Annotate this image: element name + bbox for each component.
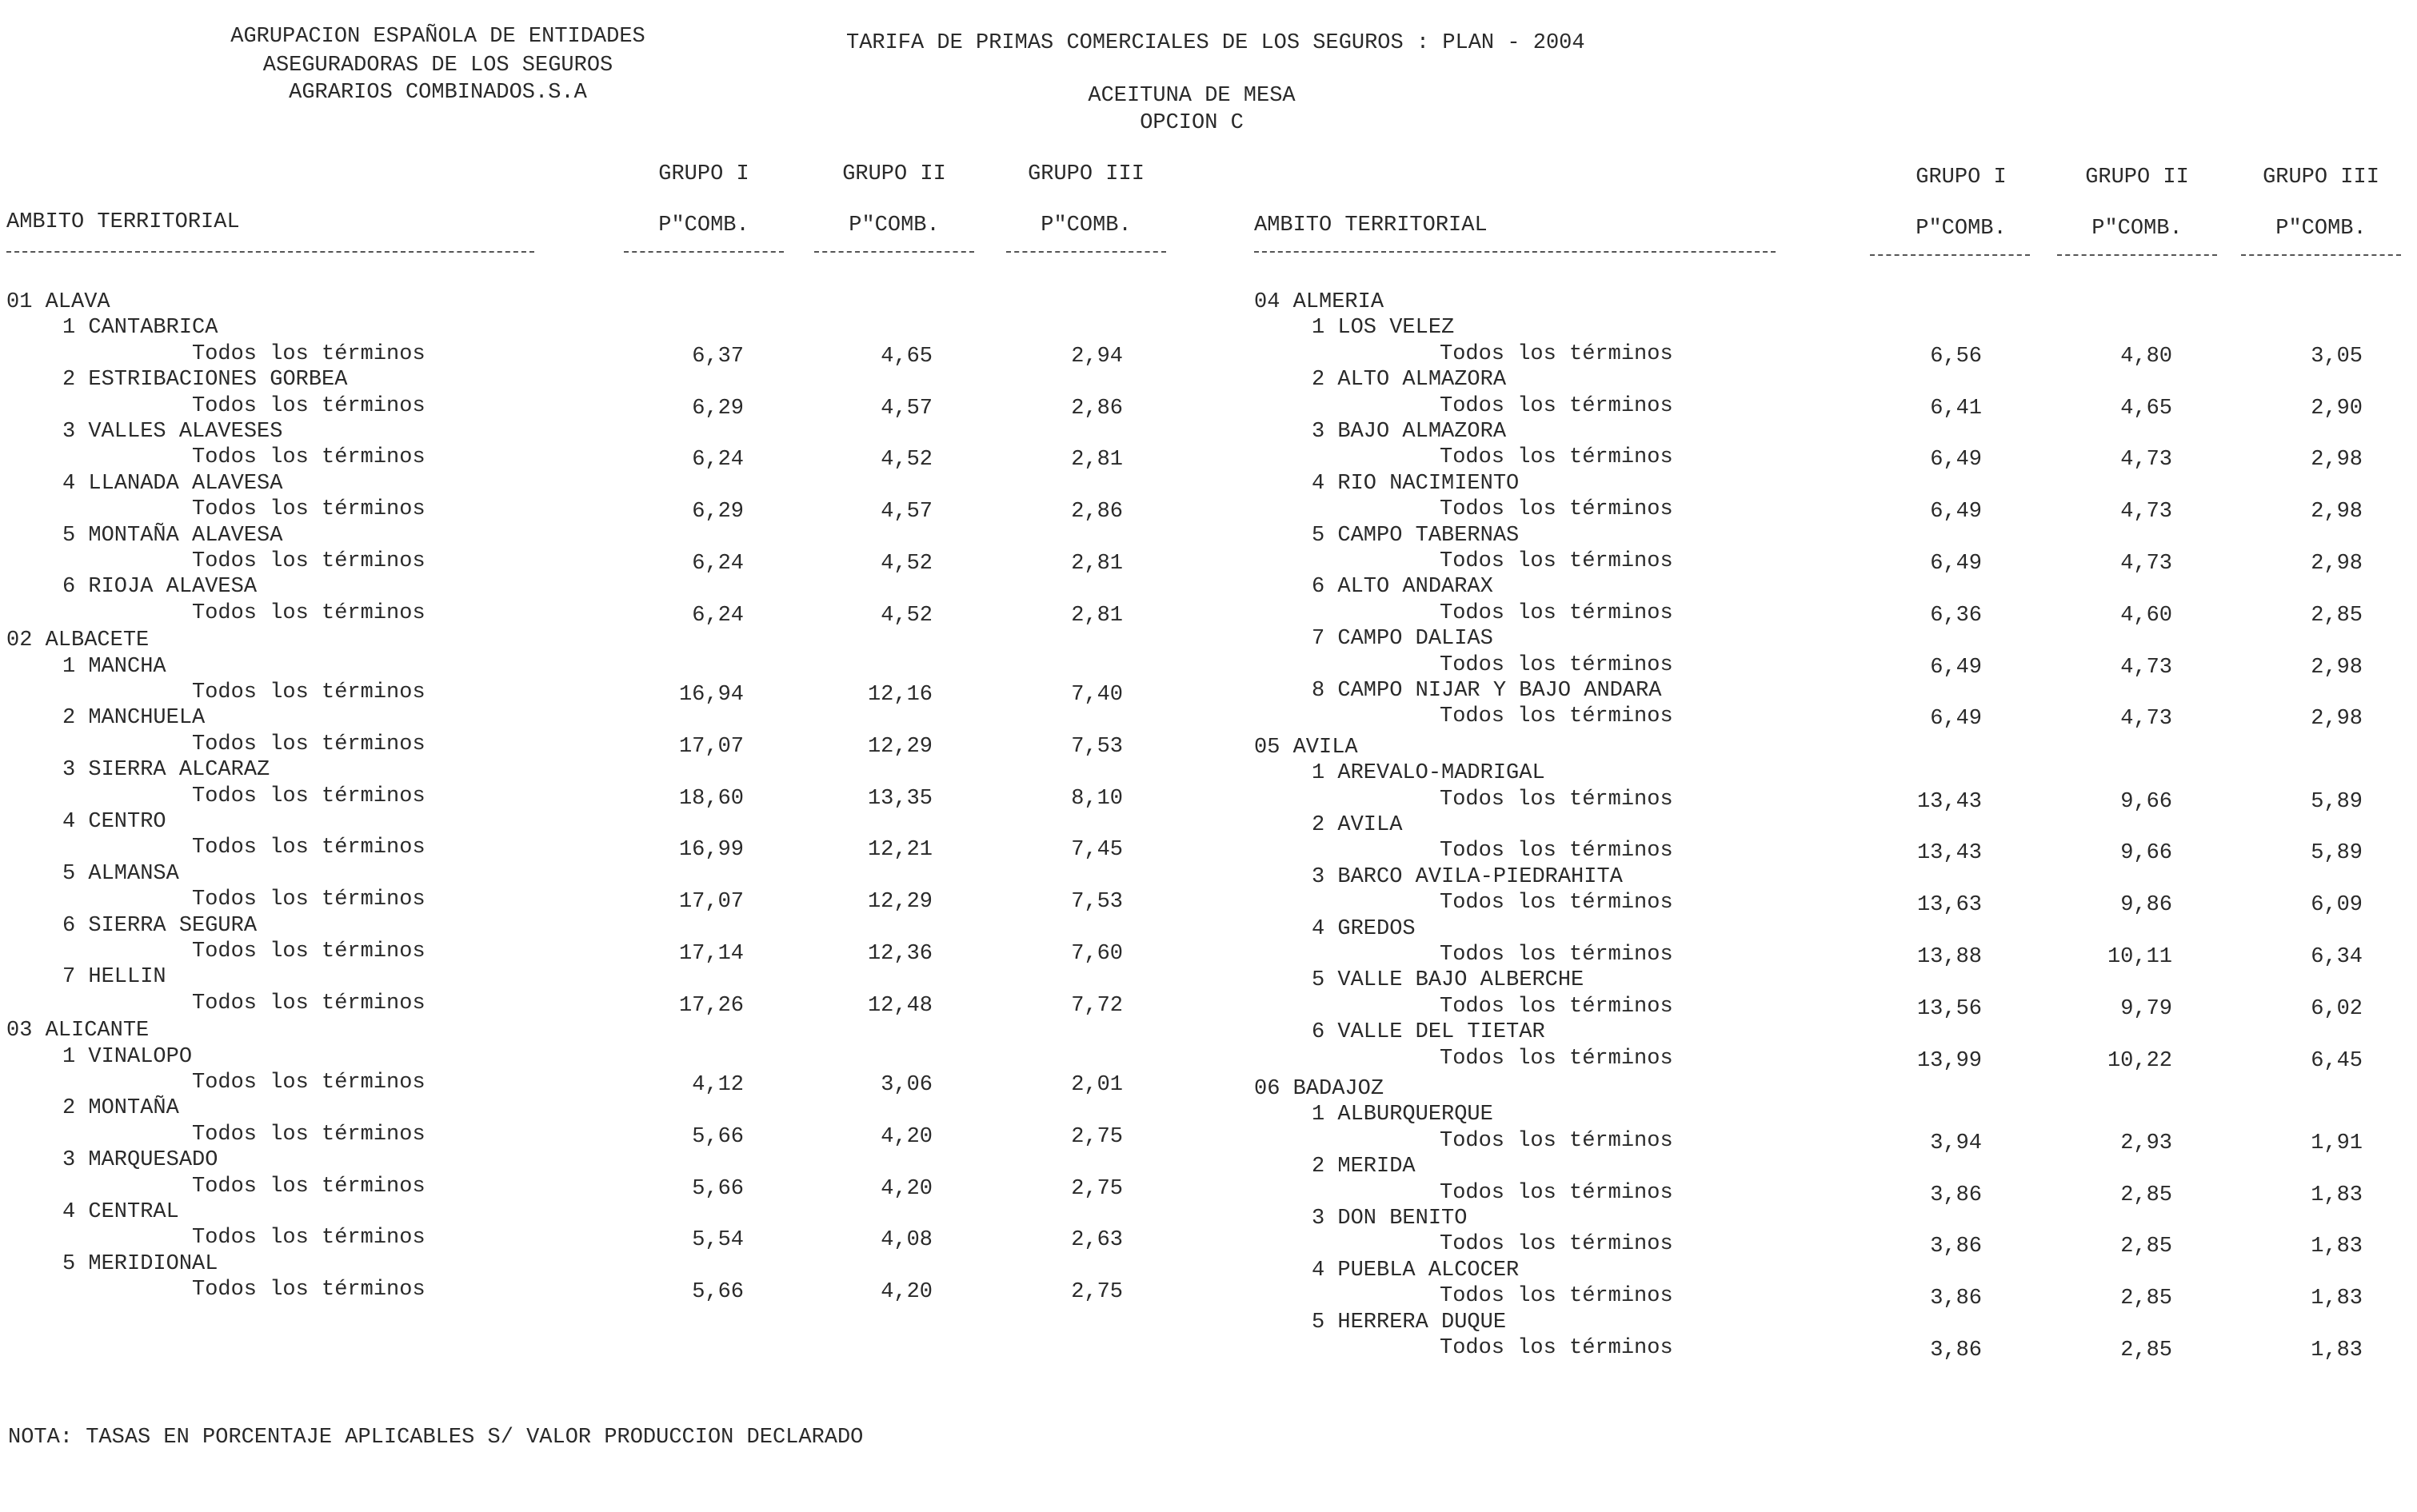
todos-label: Todos los términos xyxy=(1440,994,1673,1019)
todos-label: Todos los términos xyxy=(192,784,425,808)
tariff-title: TARIFA DE PRIMAS COMERCIALES DE LOS SEGUROS : PLAN - 2004 xyxy=(846,31,1585,55)
todos-label: Todos los términos xyxy=(192,497,425,522)
zone-label: 3 VALLES ALAVESES xyxy=(62,420,283,444)
rate-value: 2,90 xyxy=(2311,396,2363,421)
rate-value: 10,22 xyxy=(2107,1048,2172,1073)
rate-value: 12,29 xyxy=(867,890,933,915)
rate-value: 6,24 xyxy=(692,552,744,576)
zone-label: 3 DON BENITO xyxy=(1312,1207,1468,1231)
rate-value: 9,66 xyxy=(2120,841,2172,866)
rate-value: 13,43 xyxy=(1916,841,1982,866)
zone-label: 1 ALBURQUERQUE xyxy=(1312,1103,1493,1127)
zone-label: 6 VALLE DEL TIETAR xyxy=(1312,1020,1545,1045)
rate-value: 12,48 xyxy=(867,993,933,1018)
rate-value: 2,86 xyxy=(1071,396,1123,421)
rate-value: 2,81 xyxy=(1071,552,1123,576)
rate-value: 17,14 xyxy=(678,942,744,966)
zone-label: 2 ESTRIBACIONES GORBEA xyxy=(62,368,348,393)
zone-label: 7 CAMPO DALIAS xyxy=(1312,627,1493,652)
rate-value: 6,41 xyxy=(1930,396,1982,421)
rate-value: 7,53 xyxy=(1071,734,1123,759)
rate-value: 4,73 xyxy=(2120,500,2172,525)
rate-value: 6,49 xyxy=(1930,655,1982,680)
rate-value: 13,88 xyxy=(1916,945,1982,969)
rate-value: 6,09 xyxy=(2311,893,2363,918)
zone-label: 4 LLANADA ALAVESA xyxy=(62,471,283,496)
todos-label: Todos los términos xyxy=(1440,1284,1673,1309)
rate-value: 3,06 xyxy=(881,1073,933,1097)
rate-value: 4,08 xyxy=(881,1228,933,1253)
rate-value: 12,29 xyxy=(867,734,933,759)
rate-value: 5,89 xyxy=(2311,841,2363,866)
rate-value: 17,07 xyxy=(678,734,744,759)
rate-value: 2,85 xyxy=(2120,1287,2172,1311)
footnote: NOTA: TASAS EN PORCENTAJE APLICABLES S/ VALOR PRODUCCION DECLARADO xyxy=(8,1426,864,1450)
rate-value: 4,73 xyxy=(2120,707,2172,732)
zone-label: 4 CENTRO xyxy=(62,810,166,834)
todos-label: Todos los términos xyxy=(1440,652,1673,677)
rate-value: 12,21 xyxy=(867,838,933,863)
rate-value: 4,12 xyxy=(692,1073,744,1097)
rate-value: 2,63 xyxy=(1071,1228,1123,1253)
zone-label: 1 AREVALO-MADRIGAL xyxy=(1312,761,1545,786)
rate-value: 2,98 xyxy=(2311,552,2363,576)
rate-value: 4,57 xyxy=(881,500,933,525)
rate-value: 13,56 xyxy=(1916,996,1982,1021)
ambito-header-left: AMBITO TERRITORIAL xyxy=(6,210,240,234)
rate-value: 16,99 xyxy=(678,838,744,863)
todos-label: Todos los términos xyxy=(192,393,425,418)
province-label: 06 BADAJOZ xyxy=(1254,1077,1384,1101)
rate-value: 7,40 xyxy=(1071,683,1123,707)
rate-value: 4,73 xyxy=(2120,552,2172,576)
rate-value: 18,60 xyxy=(678,786,744,811)
group-1-sub-right: P"COMB. xyxy=(1916,217,2007,241)
todos-label: Todos los términos xyxy=(192,732,425,756)
rate-value: 5,54 xyxy=(692,1228,744,1253)
org-line-2: ASEGURADORAS DE LOS SEGUROS xyxy=(262,54,613,78)
header-rule xyxy=(1006,251,1166,253)
todos-label: Todos los términos xyxy=(1440,600,1673,625)
rate-value: 4,73 xyxy=(2120,448,2172,473)
province-label: 03 ALICANTE xyxy=(6,1019,150,1043)
todos-label: Todos los términos xyxy=(1440,704,1673,729)
rate-value: 6,24 xyxy=(692,448,744,473)
todos-label: Todos los términos xyxy=(1440,1336,1673,1360)
rate-value: 9,86 xyxy=(2120,893,2172,918)
rate-value: 13,35 xyxy=(867,786,933,811)
todos-label: Todos los términos xyxy=(1440,393,1673,418)
rate-value: 5,66 xyxy=(692,1124,744,1149)
rate-value: 7,60 xyxy=(1071,942,1123,966)
rate-value: 2,01 xyxy=(1071,1073,1123,1097)
todos-label: Todos los términos xyxy=(192,888,425,912)
rate-value: 1,83 xyxy=(2311,1287,2363,1311)
zone-label: 3 BAJO ALMAZORA xyxy=(1312,420,1507,444)
group-1-header-left: GRUPO I xyxy=(658,162,749,186)
rate-value: 7,45 xyxy=(1071,838,1123,863)
rate-value: 2,81 xyxy=(1071,603,1123,628)
rate-value: 6,34 xyxy=(2311,945,2363,969)
rate-value: 2,85 xyxy=(2311,603,2363,628)
province-label: 04 ALMERIA xyxy=(1254,290,1384,314)
todos-label: Todos los términos xyxy=(1440,839,1673,864)
rate-value: 2,98 xyxy=(2311,448,2363,473)
rate-value: 4,20 xyxy=(881,1280,933,1305)
zone-label: 3 SIERRA ALCARAZ xyxy=(62,758,270,783)
todos-label: Todos los términos xyxy=(1440,943,1673,967)
zone-label: 5 CAMPO TABERNAS xyxy=(1312,523,1520,548)
rate-value: 13,99 xyxy=(1916,1048,1982,1073)
rate-value: 3,86 xyxy=(1930,1338,1982,1362)
header-rule xyxy=(1254,251,1776,253)
rate-value: 10,11 xyxy=(2107,945,2172,969)
rate-value: 4,20 xyxy=(881,1176,933,1201)
rate-value: 6,56 xyxy=(1930,344,1982,369)
rate-value: 1,83 xyxy=(2311,1338,2363,1362)
rate-value: 6,37 xyxy=(692,344,744,369)
rate-value: 9,66 xyxy=(2120,789,2172,814)
todos-label: Todos los términos xyxy=(1440,1046,1673,1071)
rate-value: 2,75 xyxy=(1071,1280,1123,1305)
group-2-header-right: GRUPO II xyxy=(2085,166,2189,189)
todos-label: Todos los términos xyxy=(192,836,425,860)
rate-value: 13,43 xyxy=(1916,789,1982,814)
rate-value: 4,65 xyxy=(881,344,933,369)
rate-value: 7,72 xyxy=(1071,993,1123,1018)
rate-value: 2,81 xyxy=(1071,448,1123,473)
province-label: 05 AVILA xyxy=(1254,735,1358,760)
rate-value: 17,26 xyxy=(678,993,744,1018)
province-label: 02 ALBACETE xyxy=(6,628,150,653)
header-rule xyxy=(814,251,974,253)
zone-label: 2 MONTAÑA xyxy=(62,1096,179,1121)
rate-value: 2,85 xyxy=(2120,1338,2172,1362)
rate-value: 6,49 xyxy=(1930,500,1982,525)
rate-value: 6,02 xyxy=(2311,996,2363,1021)
todos-label: Todos los términos xyxy=(192,991,425,1015)
zone-label: 1 VINALOPO xyxy=(62,1044,193,1069)
rate-value: 3,86 xyxy=(1930,1287,1982,1311)
rate-value: 5,66 xyxy=(692,1176,744,1201)
zone-label: 3 MARQUESADO xyxy=(62,1148,218,1173)
rate-value: 2,98 xyxy=(2311,655,2363,680)
rate-value: 2,86 xyxy=(1071,500,1123,525)
zone-label: 1 MANCHA xyxy=(62,654,166,679)
rate-value: 2,85 xyxy=(2120,1183,2172,1207)
rate-value: 2,98 xyxy=(2311,707,2363,732)
zone-label: 4 GREDOS xyxy=(1312,916,1416,941)
todos-label: Todos los términos xyxy=(192,445,425,470)
rate-value: 6,29 xyxy=(692,396,744,421)
rate-value: 4,57 xyxy=(881,396,933,421)
rate-value: 8,10 xyxy=(1071,786,1123,811)
rate-value: 6,36 xyxy=(1930,603,1982,628)
rate-value: 1,83 xyxy=(2311,1235,2363,1259)
rate-value: 4,73 xyxy=(2120,655,2172,680)
rate-value: 2,75 xyxy=(1071,1176,1123,1201)
todos-label: Todos los términos xyxy=(192,1278,425,1303)
header-rule xyxy=(2241,254,2401,256)
org-line-3: AGRARIOS COMBINADOS.S.A xyxy=(289,81,587,105)
todos-label: Todos los términos xyxy=(1440,341,1673,366)
rate-value: 2,85 xyxy=(2120,1235,2172,1259)
group-3-sub-right: P"COMB. xyxy=(2275,217,2367,241)
todos-label: Todos los términos xyxy=(192,940,425,963)
province-label: 01 ALAVA xyxy=(6,290,110,314)
zone-label: 2 ALTO ALMAZORA xyxy=(1312,368,1507,393)
zone-label: 2 AVILA xyxy=(1312,813,1403,837)
rate-value: 12,16 xyxy=(867,683,933,707)
rate-value: 4,60 xyxy=(2120,603,2172,628)
rate-value: 5,66 xyxy=(692,1280,744,1305)
rate-value: 3,86 xyxy=(1930,1183,1982,1207)
todos-label: Todos los términos xyxy=(192,680,425,704)
todos-label: Todos los términos xyxy=(1440,1232,1673,1257)
group-3-header-right: GRUPO III xyxy=(2263,166,2379,189)
rate-value: 1,91 xyxy=(2311,1131,2363,1155)
zone-label: 5 MERIDIONAL xyxy=(62,1251,218,1276)
option-title: OPCION C xyxy=(1140,111,1244,135)
rate-value: 6,49 xyxy=(1930,552,1982,576)
rate-value: 7,53 xyxy=(1071,890,1123,915)
rate-value: 1,83 xyxy=(2311,1183,2363,1207)
zone-label: 5 ALMANSA xyxy=(62,861,179,886)
zone-label: 3 BARCO AVILA-PIEDRAHITA xyxy=(1312,864,1623,889)
rate-value: 2,93 xyxy=(2120,1131,2172,1155)
zone-label: 6 SIERRA SEGURA xyxy=(62,913,258,938)
group-2-sub-right: P"COMB. xyxy=(2091,217,2183,241)
rate-value: 4,52 xyxy=(881,448,933,473)
zone-label: 5 MONTAÑA ALAVESA xyxy=(62,523,283,548)
todos-label: Todos los términos xyxy=(1440,549,1673,573)
rate-value: 4,52 xyxy=(881,603,933,628)
zone-label: 6 RIOJA ALAVESA xyxy=(62,575,258,600)
group-2-header-left: GRUPO II xyxy=(842,162,946,186)
rate-value: 12,36 xyxy=(867,942,933,966)
zone-label: 4 CENTRAL xyxy=(62,1200,179,1224)
zone-label: 6 ALTO ANDARAX xyxy=(1312,575,1493,600)
rate-value: 16,94 xyxy=(678,683,744,707)
rate-value: 2,98 xyxy=(2311,500,2363,525)
crop-title: ACEITUNA DE MESA xyxy=(1088,84,1296,108)
header-rule xyxy=(2057,254,2217,256)
rate-value: 2,75 xyxy=(1071,1124,1123,1149)
org-line-1: AGRUPACION ESPAÑOLA DE ENTIDADES xyxy=(230,25,645,49)
todos-label: Todos los términos xyxy=(1440,787,1673,812)
group-1-header-right: GRUPO I xyxy=(1916,166,2007,189)
rate-value: 3,05 xyxy=(2311,344,2363,369)
group-1-sub-left: P"COMB. xyxy=(658,213,749,237)
rate-value: 6,29 xyxy=(692,500,744,525)
zone-label: 2 MERIDA xyxy=(1312,1155,1416,1179)
rate-value: 2,94 xyxy=(1071,344,1123,369)
rate-value: 4,52 xyxy=(881,552,933,576)
zone-label: 7 HELLIN xyxy=(62,965,166,990)
group-3-sub-left: P"COMB. xyxy=(1041,213,1132,237)
rate-value: 5,89 xyxy=(2311,789,2363,814)
todos-label: Todos los términos xyxy=(1440,445,1673,470)
rate-value: 3,86 xyxy=(1930,1235,1982,1259)
todos-label: Todos los términos xyxy=(192,1174,425,1199)
rate-value: 4,80 xyxy=(2120,344,2172,369)
zone-label: 4 RIO NACIMIENTO xyxy=(1312,471,1520,496)
zone-label: 4 PUEBLA ALCOCER xyxy=(1312,1258,1520,1283)
zone-label: 8 CAMPO NIJAR Y BAJO ANDARA xyxy=(1312,679,1662,703)
todos-label: Todos los términos xyxy=(1440,891,1673,916)
rate-value: 9,79 xyxy=(2120,996,2172,1021)
rate-value: 13,63 xyxy=(1916,893,1982,918)
todos-label: Todos los términos xyxy=(192,549,425,573)
zone-label: 5 VALLE BAJO ALBERCHE xyxy=(1312,968,1584,993)
rate-value: 6,24 xyxy=(692,603,744,628)
header-rule xyxy=(6,251,534,253)
rate-value: 17,07 xyxy=(678,890,744,915)
todos-label: Todos los términos xyxy=(1440,1128,1673,1153)
rate-value: 4,65 xyxy=(2120,396,2172,421)
zone-label: 5 HERRERA DUQUE xyxy=(1312,1310,1507,1334)
todos-label: Todos los términos xyxy=(1440,497,1673,522)
zone-label: 1 CANTABRICA xyxy=(62,316,218,341)
todos-label: Todos los términos xyxy=(192,1122,425,1147)
todos-label: Todos los términos xyxy=(192,341,425,366)
rate-value: 3,94 xyxy=(1930,1131,1982,1155)
header-rule xyxy=(624,251,784,253)
todos-label: Todos los términos xyxy=(192,1071,425,1095)
rate-value: 4,20 xyxy=(881,1124,933,1149)
group-3-header-left: GRUPO III xyxy=(1028,162,1145,186)
ambito-header-right: AMBITO TERRITORIAL xyxy=(1254,213,1488,237)
zone-label: 1 LOS VELEZ xyxy=(1312,316,1455,341)
todos-label: Todos los términos xyxy=(192,1226,425,1251)
header-rule xyxy=(1870,254,2030,256)
rate-value: 6,49 xyxy=(1930,707,1982,732)
group-2-sub-left: P"COMB. xyxy=(849,213,940,237)
todos-label: Todos los términos xyxy=(192,600,425,625)
zone-label: 2 MANCHUELA xyxy=(62,706,206,731)
todos-label: Todos los términos xyxy=(1440,1180,1673,1205)
rate-value: 6,45 xyxy=(2311,1048,2363,1073)
rate-value: 6,49 xyxy=(1930,448,1982,473)
